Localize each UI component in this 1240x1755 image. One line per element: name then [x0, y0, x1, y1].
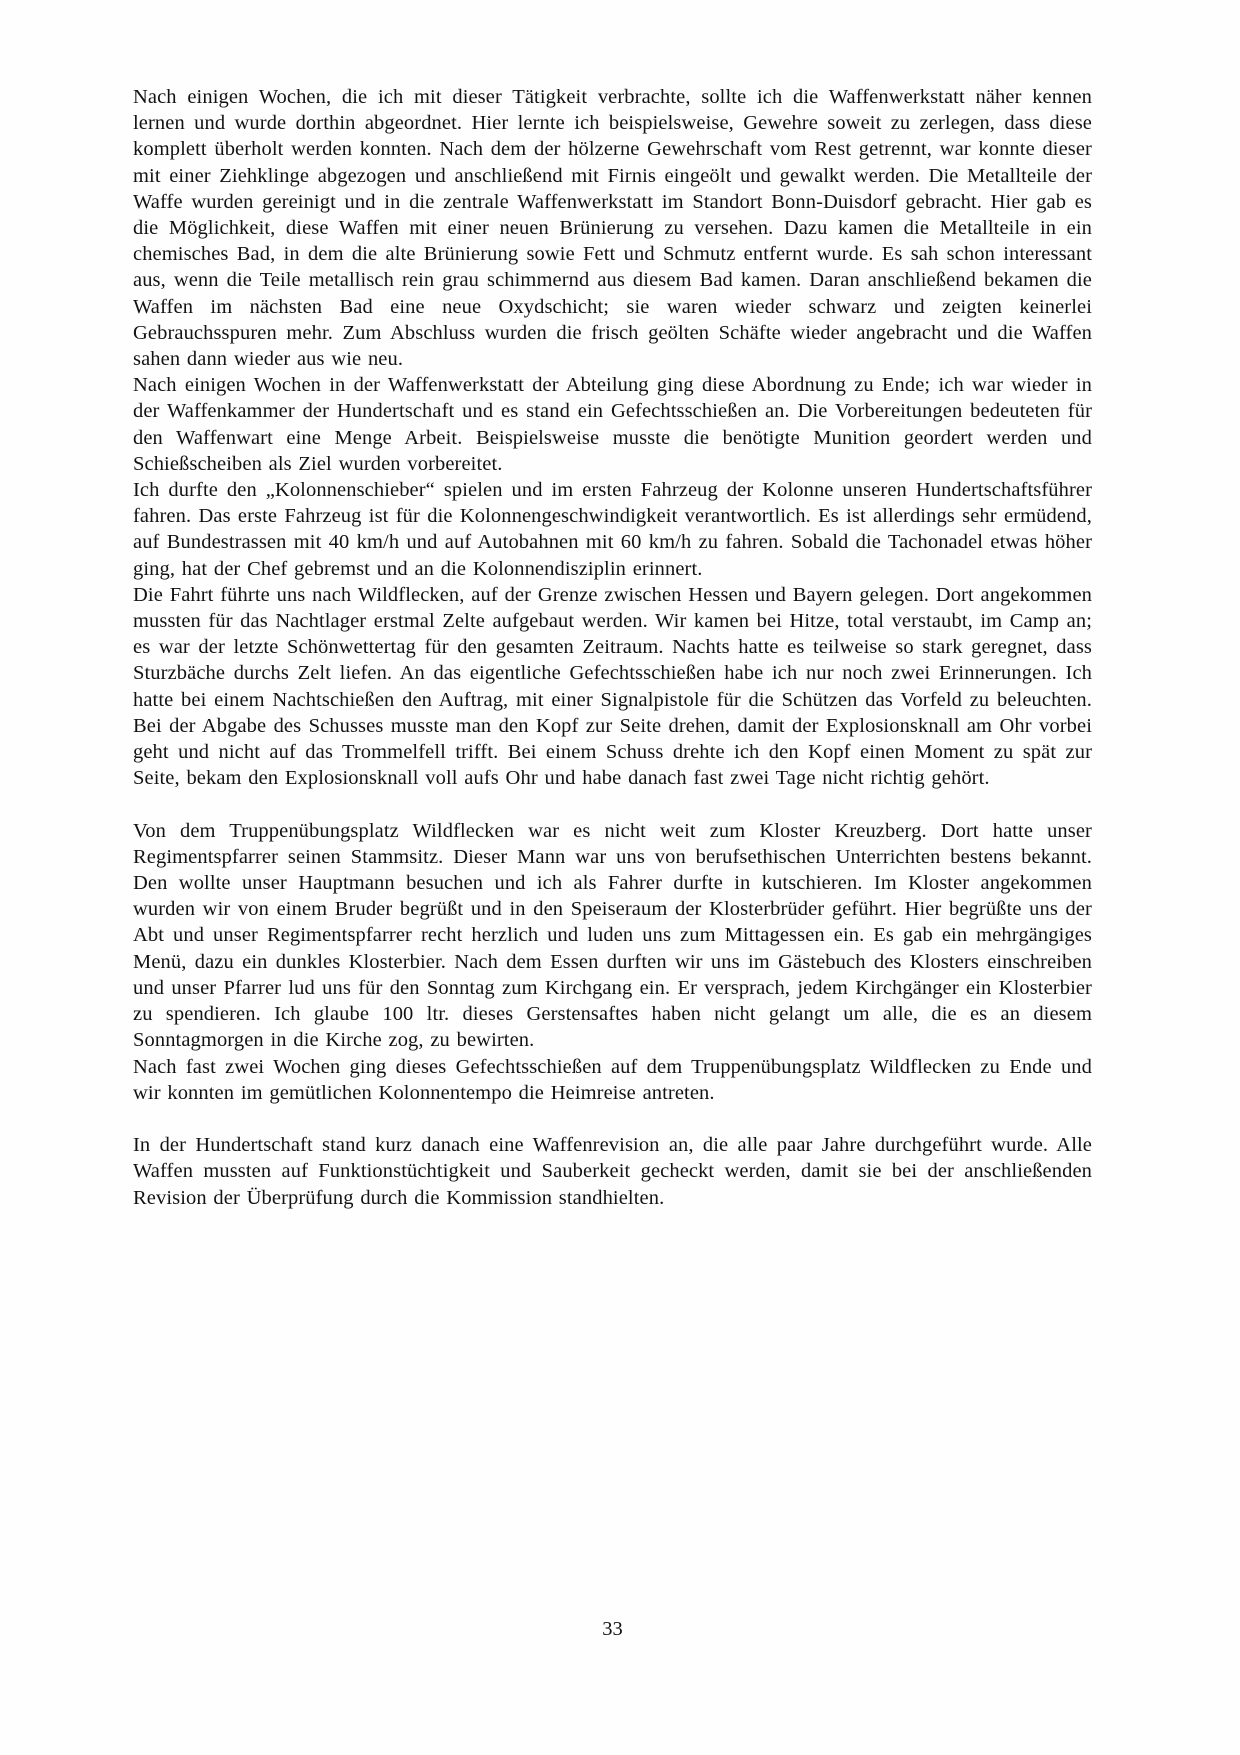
page-number: 33: [602, 1618, 623, 1640]
paragraph: Von dem Truppenübungsplatz Wildflecken war es nicht weit zum Kloster Kreuzberg. Dort hatte unser Regimentspfarrer seinen Stammsitz. Dieser Mann war uns von berufsethischen Unterrichten bestens bekannt. Den wollte unser Hauptmann besuchen und ich als Fahrer durfte in kutschieren. Im Kloster angekommen wurden wir von einem Bruder begrüßt und in den Speiseraum der Klosterbrüder geführt. Hier begrüßte uns der Abt und unser Regimentspfarrer recht herzlich und luden uns zum Mittagessen ein. Es gab ein mehrgängiges Menü, dazu ein dunkles Klosterbier. Nach dem Essen durften wir uns im Gästebuch des Klosters einschreiben und unser Pfarrer lud uns für den Sonntag zum Kirchgang ein. Er versprach, jedem Kirchgänger ein Klosterbier zu spendieren. Ich glaube 100 ltr. dieses Gerstensaftes haben nicht gelangt um alle, die es an diesem Sonntagmorgen in die Kirche zog, zu bewirten.: [133, 819, 1092, 1052]
paragraph: Nach einigen Wochen in der Waffenwerkstatt der Abteilung ging diese Abordnung zu Ende; ich war wieder in der Waffenkammer der Hundertschaft und es stand ein Gefechtsschießen an. Die Vorbereitungen bedeuteten für den Waffenwart eine Menge Arbeit. Beispielsweise musste die benötigte Munition geordert werden und Schießscheiben als Ziel wurden vorbereitet.: [133, 374, 1092, 475]
paragraph: Die Fahrt führte uns nach Wildflecken, auf der Grenze zwischen Hessen und Bayern gelegen. Dort angekommen mussten für das Nachtlager erstmal Zelte aufgebaut werden. Wir kamen bei Hitze, total verstaubt, im Camp an; es war der letzte Schönwettertag für den gesamten Zeitraum. Nachts hatte es teilweise so stark geregnet, dass Sturzbäche durchs Zelt liefen. An das eigentliche Gefechtsschießen habe ich nur noch zwei Erinnerungen. Ich hatte bei einem Nachtschießen den Auftrag, mit einer Signalpistole für die Schützen das Vorfeld zu beleuchten. Bei der Abgabe des Schusses musste man den Kopf zur Seite drehen, damit der Explosionsknall am Ohr vorbei geht und nicht auf das Trommelfell trifft. Bei einem Schuss drehte ich den Kopf einen Moment zu spät zur Seite, bekam den Explosionsknall voll aufs Ohr und habe danach fast zwei Tage nicht richtig gehört.: [133, 583, 1092, 790]
paragraph: Nach fast zwei Wochen ging dieses Gefechtsschießen auf dem Truppenübungsplatz Wildflecken zu Ende und wir konnten im gemütlichen Kolonnentempo die Heimreise antreten.: [133, 1055, 1092, 1104]
paragraph: Ich durfte den „Kolonnenschieber“ spielen und im ersten Fahrzeug der Kolonne unseren Hundertschaftsführer fahren. Das erste Fahrzeug ist für die Kolonnengeschwindigkeit verantwortlich. Es ist allerdings sehr ermüdend, auf Bundestrassen mit 40 km/h und auf Autobahnen mit 60 km/h zu fahren. Sobald die Tachonadel etwas höher ging, hat der Chef gebremst und an die Kolonnendisziplin erinnert.: [133, 479, 1092, 580]
paragraph: In der Hundertschaft stand kurz danach eine Waffenrevision an, die alle paar Jahre durchgeführt wurde. Alle Waffen mussten auf Funktionstüchtigkeit und Sauberkeit gecheckt werden, damit sie bei der anschließenden Revision der Überprüfung durch die Kommission standhielten.: [133, 1134, 1092, 1209]
paragraph: Nach einigen Wochen, die ich mit dieser Tätigkeit verbrachte, sollte ich die Waffenwerkstatt näher kennen lernen und wurde dorthin abgeordnet. Hier lernte ich beispielsweise, Gewehre soweit zu zerlegen, dass diese komplett überholt werden konnten. Nach dem der hölzerne Gewehrschaft vom Rest getrennt, war konnte dieser mit einer Ziehklinge abgezogen und anschließend mit Firnis eingeölt und gewalkt werden. Die Metallteile der Waffe wurden gereinigt und in die zentrale Waffenwerkstatt im Standort Bonn-Duisdorf gebracht. Hier gab es die Möglichkeit, diese Waffen mit einer neuen Brünierung zu versehen. Dazu kamen die Metallteile in ein chemisches Bad, in dem die alte Brünierung sowie Fett und Schmutz entfernt wurde. Es sah schon interessant aus, wenn die Teile metallisch rein grau schimmernd aus diesem Bad kamen. Daran anschließend bekamen die Waffen im nächsten Bad eine neue Oxydschicht; sie waren wieder schwarz und zeigten keinerlei Gebrauchsspuren mehr. Zum Abschluss wurden die frisch geölten Schäfte wieder angebracht und die Waffen sahen dann wieder aus wie neu.: [133, 86, 1092, 371]
text-block: [133, 84, 1092, 1211]
